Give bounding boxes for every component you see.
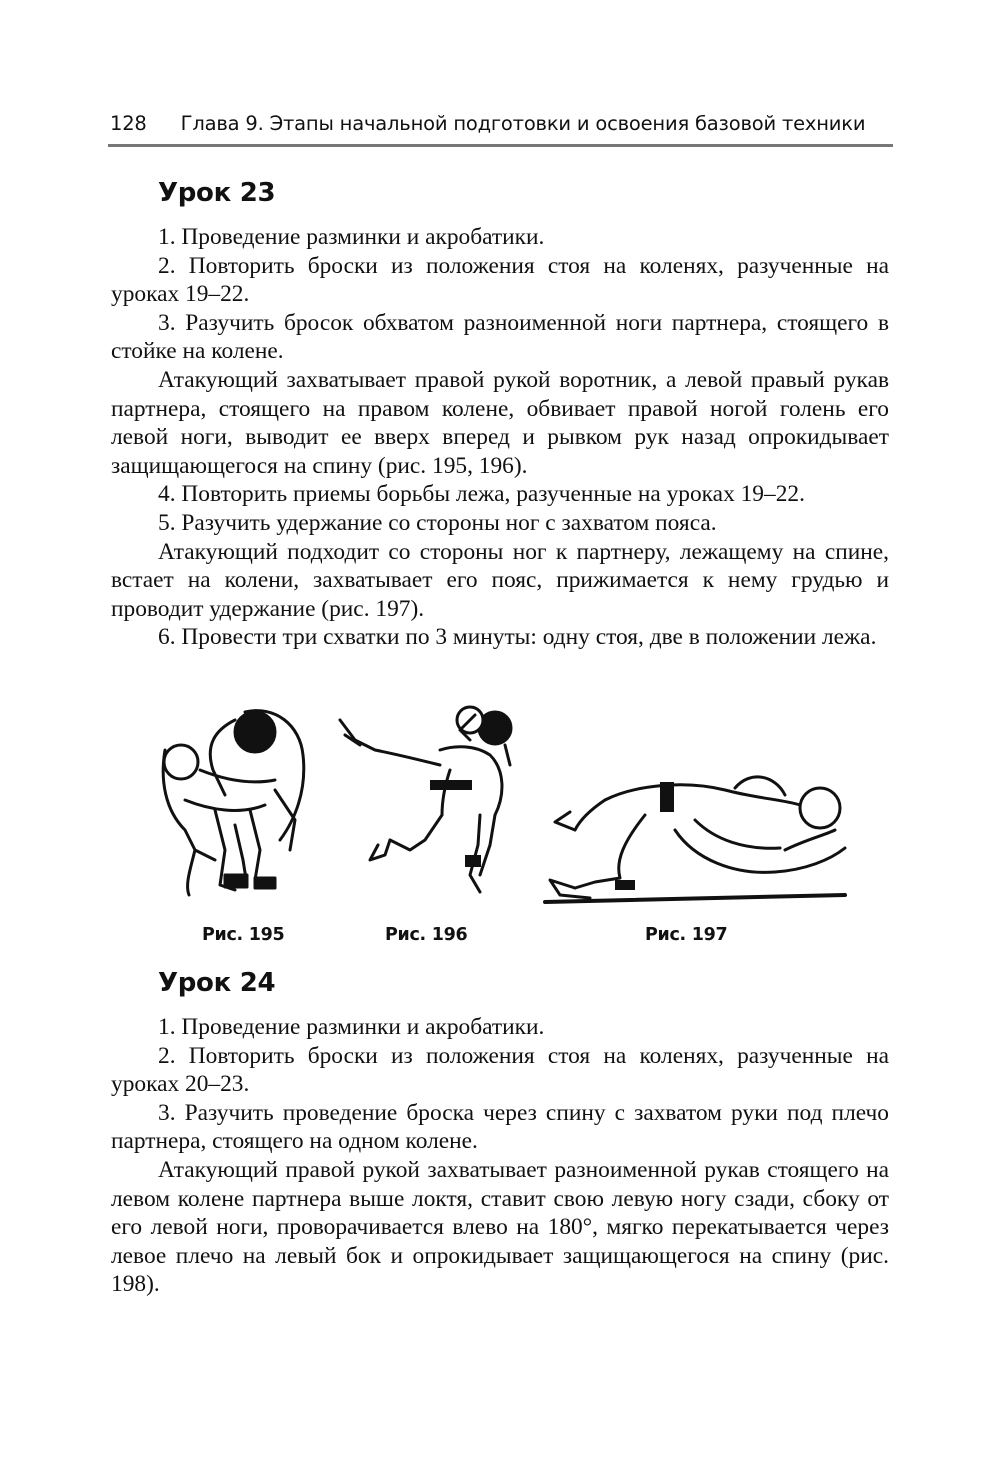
paragraph: 1. Проведение разминки и акробатики. (158, 224, 545, 250)
paragraph: 2. Повторить броски из положения стоя на коленях, разученные на уроках 20–23. (111, 1042, 889, 1098)
lesson-24-title: Урок 24 (158, 968, 276, 998)
paragraph: Атакующий правой рукой захватывает разноименной рукав стоящего на левом колене партнера выше локтя, ставит свою левую ногу сзади, сбоку от его левой ноги, проворачивается влево на 180°, мягко перекатывается через левое плечо на левый бок и опрокидывает защищающегося на спину (рис. 198). (111, 1156, 889, 1298)
figure-196-caption: Рис. 196 (385, 925, 468, 945)
figure-197-illustration (535, 760, 855, 910)
paragraph: 1. Проведение разминки и акробатики. (158, 1014, 545, 1040)
figure-197-caption: Рис. 197 (645, 925, 728, 945)
lesson-24-text (111, 1013, 889, 1299)
lesson-23-text (111, 223, 889, 652)
paragraph: Атакующий захватывает правой рукой воротник, а левой правый рукав партнера, стоящего на правом колене, обвивает правой ногой голень его левой ноги, выводит ее вверх вперед и рывком рук назад опрокидывает защищающегося на спину (рис. 195, 196). (111, 366, 889, 479)
paragraph: Атакующий подходит со стороны ног к партнеру, лежащему на спине, встает на колени, захватывает его пояс, прижимается к нему грудью и проводит удержание (рис. 197). (111, 538, 889, 622)
chapter-title: Глава 9. Этапы начальной подготовки и освоения базовой техники (180, 112, 866, 135)
header-rule (108, 144, 893, 147)
paragraph: 6. Провести три схватки по 3 минуты: одну стоя, две в положении лежа. (158, 624, 877, 651)
running-head (110, 112, 892, 135)
page-number: 128 (110, 112, 147, 135)
paragraph: 4. Повторить приемы борьбы лежа, разученные на уроках 19–22. (158, 481, 805, 508)
paragraph: 3. Разучить бросок обхватом разноименной ноги партнера, стоящего в стойке на колене. (111, 309, 889, 365)
paragraph: 5. Разучить удержание со стороны ног с захватом пояса. (158, 509, 717, 536)
lesson-23-title: Урок 23 (158, 178, 276, 208)
figure-195-caption: Рис. 195 (202, 925, 285, 945)
figure-195-illustration (155, 700, 315, 900)
paragraph: 2. Повторить броски из положения стоя на коленях, разученные на уроках 19–22. (111, 252, 889, 308)
figure-196-illustration (330, 700, 540, 900)
paragraph: 3. Разучить проведение броска через спину с захватом руки под плечо партнера, стоящего на одном колене. (111, 1099, 889, 1155)
